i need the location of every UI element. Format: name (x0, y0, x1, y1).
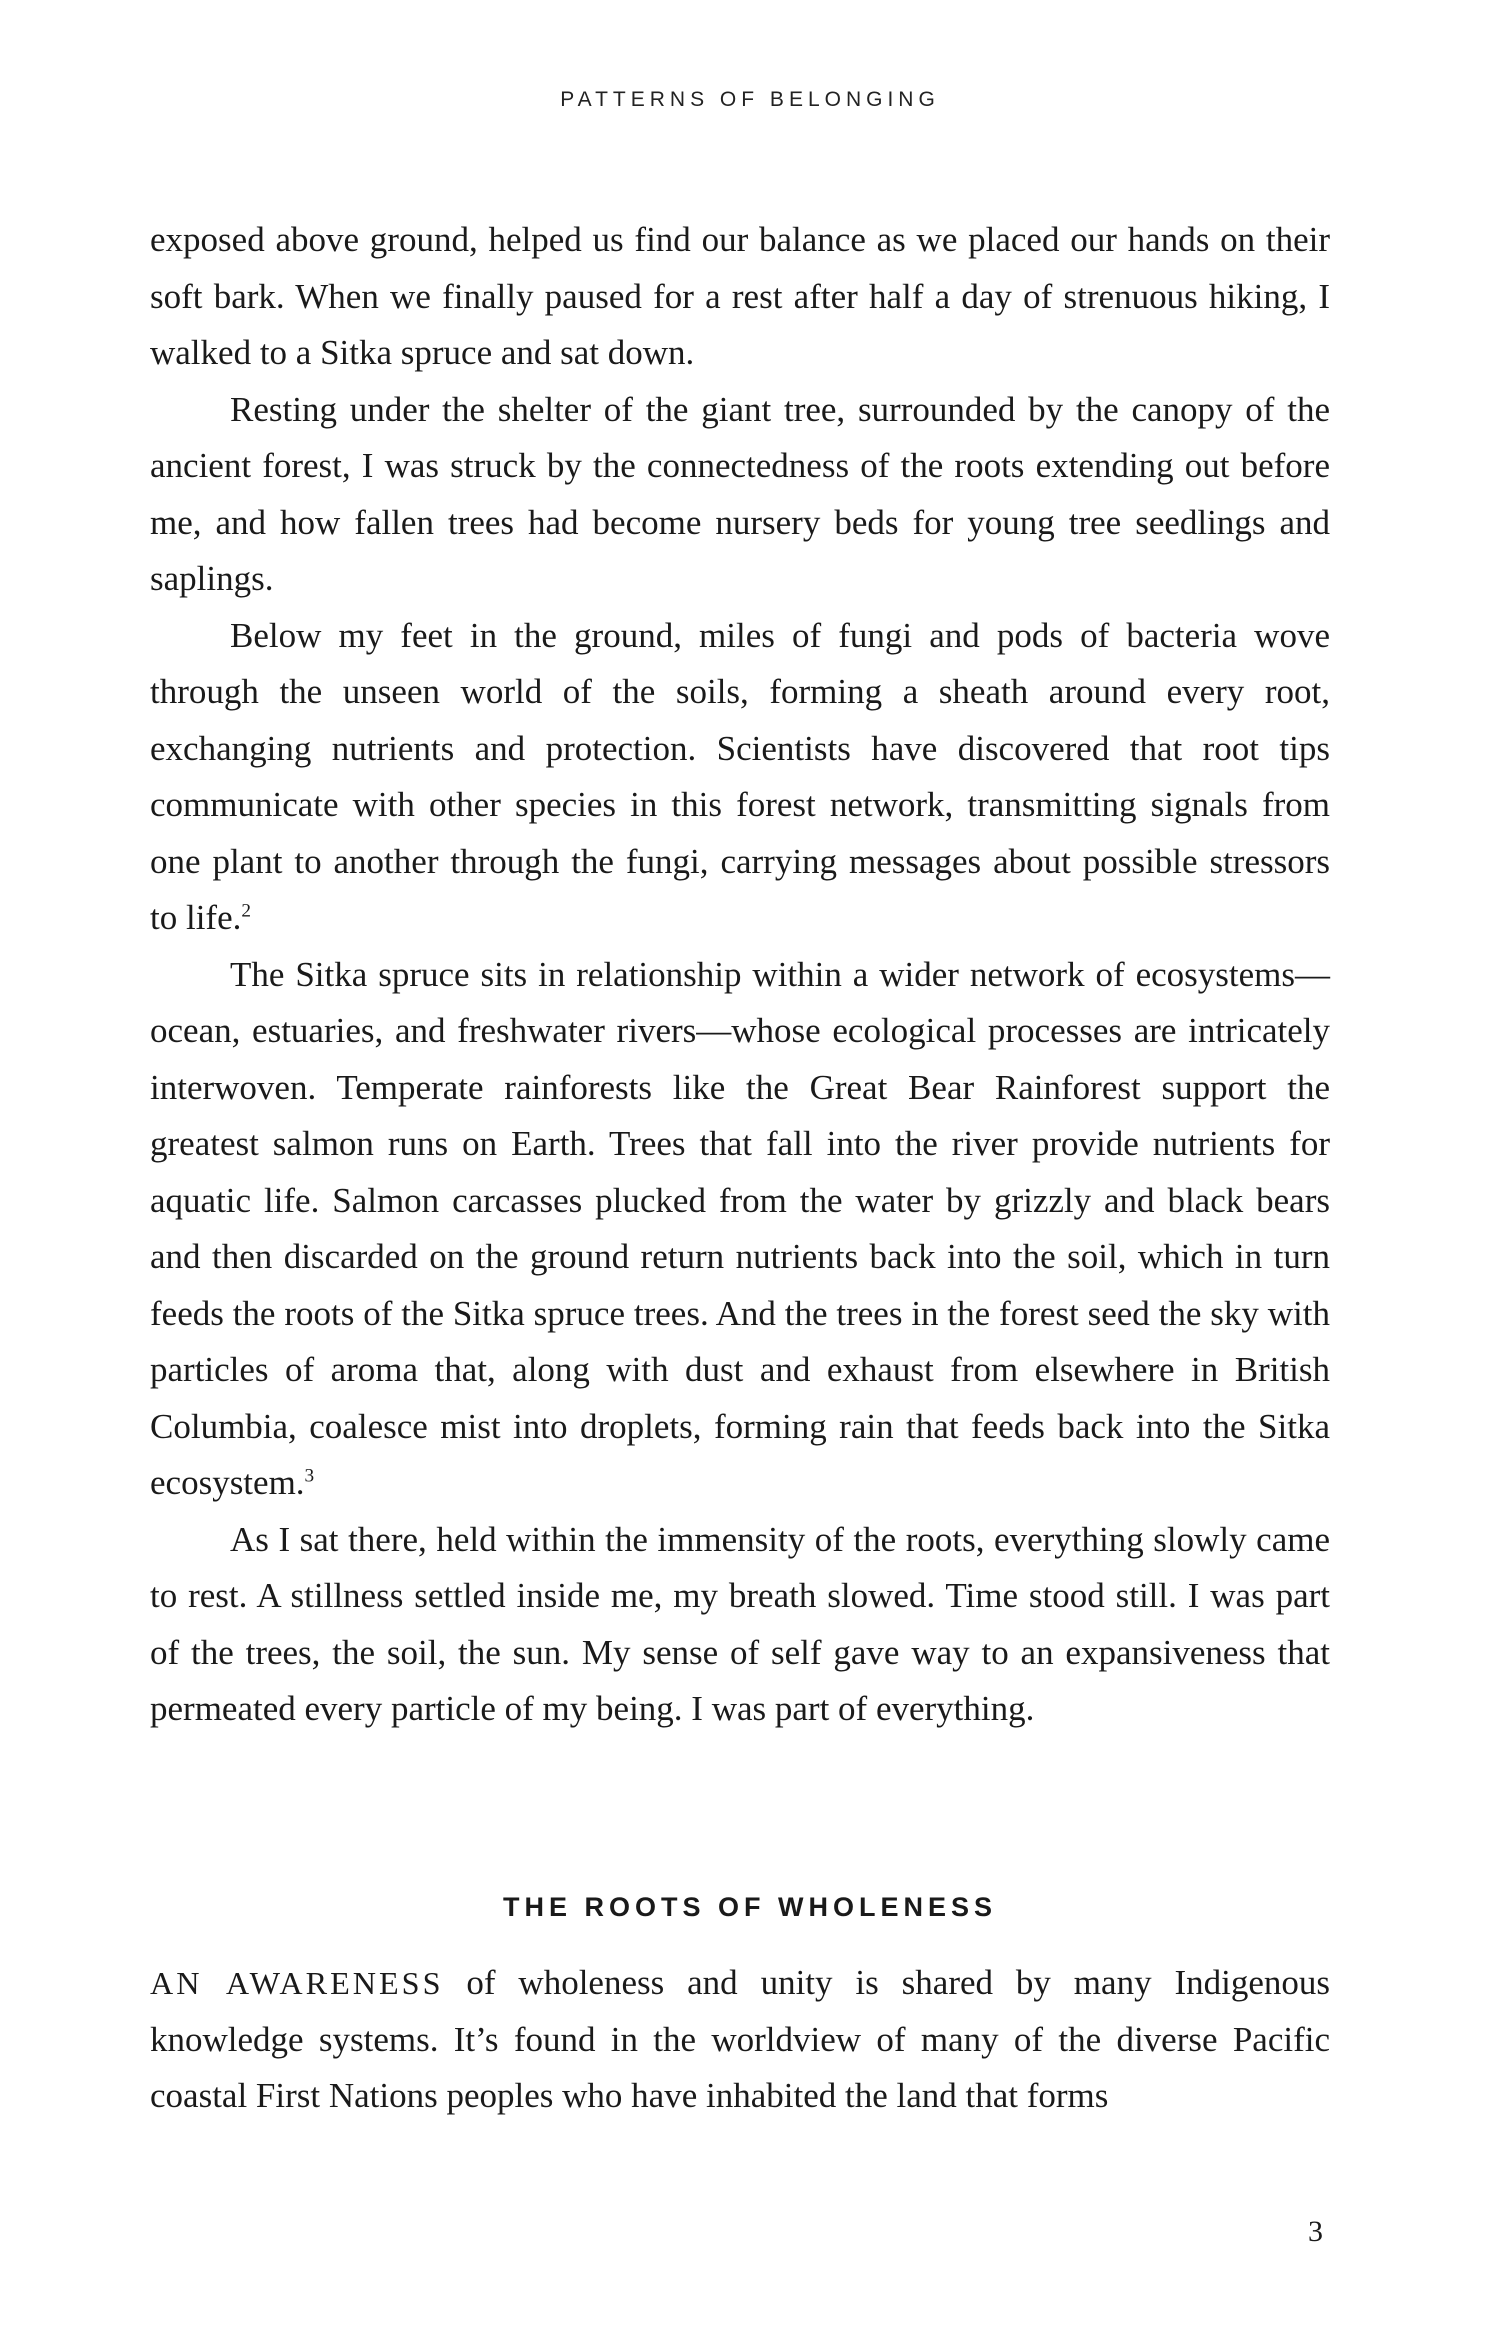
paragraph: Below my feet in the ground, miles of fungi and pods of bacteria wove through the unseen world of the soils, forming a sheath around every root, exchanging nutrients and protection. Scientists have discovered that root tips communicate with other species in this forest network, transmitting signals from one plant to another through the fungi, carrying messages about possible stressors to life.$^2$ (150, 615, 1330, 937)
page-number: 3 (1308, 2215, 1323, 2248)
paragraph-continued: exposed above ground, helped us find our balance as we placed our hands on their soft bark. When we finally paused for a rest after half a day of strenuous hiking, I walked to a Sitka spruce and sat down. (150, 220, 1330, 372)
paragraph: AN AWARENESS of wholeness and unity is shared by many Indigenous knowledge systems. It’s found in the worldview of many of the diverse Pacific coastal First Nations peoples who have inhabited the land that forms (150, 1963, 1331, 2115)
footnote-marker: 2 (241, 900, 251, 922)
lead-in-smallcaps: AN AWARENESS (150, 1965, 444, 2001)
section-body-text (150, 1955, 1330, 2125)
running-head: PATTERNS OF BELONGING (560, 88, 940, 111)
section-heading: THE ROOTS OF WHOLENESS (502, 1892, 997, 1922)
footnote-marker: 3 (304, 1465, 315, 1487)
paragraph: As I sat there, held within the immensity of the roots, everything slowly came to rest. A stillness settled inside me, my breath slowed. Time stood still. I was part of the trees, the soil, the sun. My sense of self gave way to an expansiveness that permeated every particle of my being. I was part of everything. (150, 1519, 1330, 1728)
paragraph: The Sitka spruce sits in relationship within a wider network of ecosystems—ocean, estuaries, and freshwater rivers—whose ecological processes are intricately interwoven. Temperate rainforests like the Great Bear Rainforest support the greatest salmon runs on Earth. Trees that fall into the river provide nutrients for aquatic life. Salmon carcasses plucked from the water by grizzly and black bears and then discarded on the ground return nutrients back into the soil, which in turn feeds the roots of the Sitka spruce trees. And the trees in the forest seed the sky with particles of aroma that, along with dust and exhaust from elsewhere in British Columbia, coalesce mist into droplets, forming rain that feeds back into the Sitka ecosystem.$^3$ (150, 954, 1330, 1502)
paragraph: Resting under the shelter of the giant tree, surrounded by the canopy of the ancient forest, I was struck by the connectedness of the roots extending out before me, and how fallen trees had become nursery beds for young tree seedlings and saplings. (150, 389, 1330, 598)
body-text (150, 212, 1330, 1738)
